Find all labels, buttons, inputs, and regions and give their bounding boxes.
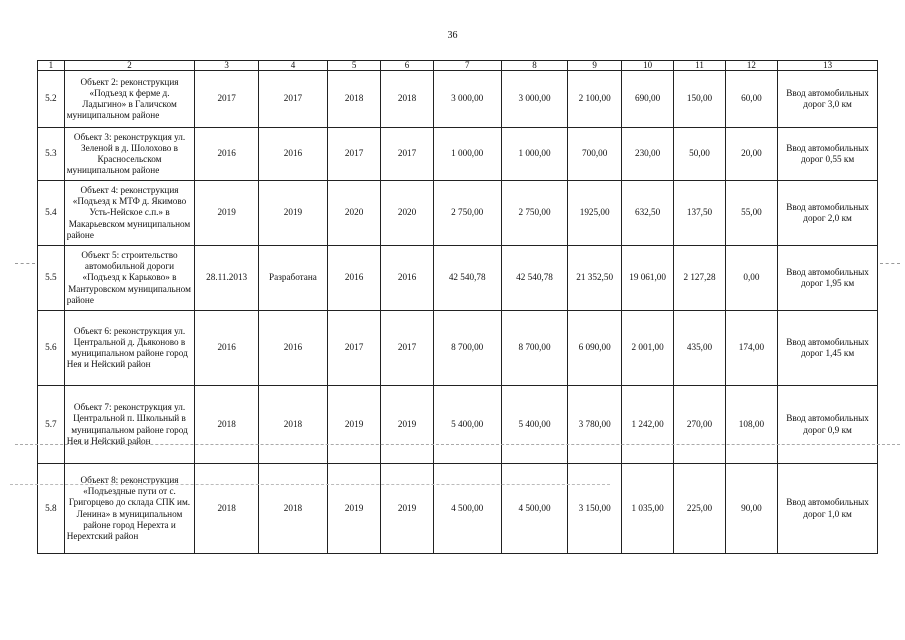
result-cell: Ввод автомобильных дорог 0,55 км xyxy=(778,128,878,181)
cell: 2016 xyxy=(259,311,328,386)
cell: 150,00 xyxy=(674,71,725,128)
result-cell: Ввод автомобильных дорог 0,9 км xyxy=(778,386,878,464)
cell: 3 000,00 xyxy=(433,71,501,128)
cell: 2018 xyxy=(259,386,328,464)
scan-artifact-line xyxy=(880,263,900,264)
cell: 2020 xyxy=(327,181,380,246)
column-header: 3 xyxy=(195,61,259,71)
object-name: Объект 7: реконструкция ул. Центральной п. Школьный в муниципальном районе город Нея и Нейский район xyxy=(64,386,195,464)
cell: 2017 xyxy=(195,71,259,128)
cell: 28.11.2013 xyxy=(195,246,259,311)
cell: 3 780,00 xyxy=(568,386,621,464)
cell: 8 700,00 xyxy=(433,311,501,386)
table-row xyxy=(38,246,878,311)
cell: 5 400,00 xyxy=(501,386,568,464)
cell: 270,00 xyxy=(674,386,725,464)
cell: 690,00 xyxy=(621,71,673,128)
object-name: Объект 2: реконструкция «Подъезд к ферме д. Ладыгино» в Галичском муниципальном районе xyxy=(64,71,195,128)
cell: 8 700,00 xyxy=(501,311,568,386)
table-row xyxy=(38,311,878,386)
cell: 2016 xyxy=(381,246,433,311)
cell: 2018 xyxy=(195,386,259,464)
column-header: 12 xyxy=(725,61,777,71)
cell: 21 352,50 xyxy=(568,246,621,311)
row-number: 5.8 xyxy=(38,464,65,554)
cell: 2019 xyxy=(381,386,433,464)
column-header: 2 xyxy=(64,61,195,71)
cell: 42 540,78 xyxy=(433,246,501,311)
cell: 137,50 xyxy=(674,181,725,246)
program-table xyxy=(37,60,878,554)
cell: 2019 xyxy=(195,181,259,246)
column-header: 8 xyxy=(501,61,568,71)
cell: 632,50 xyxy=(621,181,673,246)
cell: 2019 xyxy=(259,181,328,246)
cell: 2020 xyxy=(381,181,433,246)
cell: 1 242,00 xyxy=(621,386,673,464)
table-row xyxy=(38,386,878,464)
cell: 2017 xyxy=(381,311,433,386)
cell: 2016 xyxy=(259,128,328,181)
cell: 2016 xyxy=(195,128,259,181)
column-header: 11 xyxy=(674,61,725,71)
row-number: 5.6 xyxy=(38,311,65,386)
object-name: Объект 6: реконструкция ул. Центральной д. Дьяконово в муниципальном районе город Нея и Нейский район xyxy=(64,311,195,386)
cell: 2017 xyxy=(259,71,328,128)
scan-artifact-line xyxy=(10,484,610,485)
result-cell: Ввод автомобильных дорог 1,95 км xyxy=(778,246,878,311)
cell: 2 127,28 xyxy=(674,246,725,311)
cell: 1925,00 xyxy=(568,181,621,246)
result-cell: Ввод автомобильных дорог 2,0 км xyxy=(778,181,878,246)
cell: 2019 xyxy=(327,386,380,464)
cell: Разработана xyxy=(259,246,328,311)
cell: 225,00 xyxy=(674,464,725,554)
cell: 700,00 xyxy=(568,128,621,181)
cell: 4 500,00 xyxy=(433,464,501,554)
row-number: 5.4 xyxy=(38,181,65,246)
cell: 2016 xyxy=(327,246,380,311)
cell: 435,00 xyxy=(674,311,725,386)
cell: 2017 xyxy=(381,128,433,181)
cell: 108,00 xyxy=(725,386,777,464)
scan-artifact-line xyxy=(15,263,35,264)
table-row xyxy=(38,181,878,246)
scan-artifact-line xyxy=(15,444,900,445)
cell: 2018 xyxy=(195,464,259,554)
cell: 4 500,00 xyxy=(501,464,568,554)
row-number: 5.5 xyxy=(38,246,65,311)
cell: 2019 xyxy=(327,464,380,554)
table-row xyxy=(38,71,878,128)
result-cell: Ввод автомобильных дорог 1,45 км xyxy=(778,311,878,386)
cell: 2017 xyxy=(327,128,380,181)
cell: 1 000,00 xyxy=(433,128,501,181)
table-row xyxy=(38,128,878,181)
cell: 20,00 xyxy=(725,128,777,181)
column-header: 5 xyxy=(327,61,380,71)
result-cell: Ввод автомобильных дорог 1,0 км xyxy=(778,464,878,554)
cell: 2 001,00 xyxy=(621,311,673,386)
cell: 19 061,00 xyxy=(621,246,673,311)
column-header: 1 xyxy=(38,61,65,71)
cell: 174,00 xyxy=(725,311,777,386)
page-number: 36 xyxy=(447,30,458,41)
object-name: Объект 3: реконструкция ул. Зеленой в д. Шолохово в Красносельском муниципальном районе xyxy=(64,128,195,181)
cell: 2 750,00 xyxy=(433,181,501,246)
column-header: 13 xyxy=(778,61,878,71)
column-header: 4 xyxy=(259,61,328,71)
cell: 2 750,00 xyxy=(501,181,568,246)
row-number: 5.7 xyxy=(38,386,65,464)
column-header: 6 xyxy=(381,61,433,71)
object-name: Объект 8: реконструкция «Подъездные пути от с. Григорцево до склада СПК им. Ленина» в муниципальном районе город Нерехта и Нерехтский район xyxy=(64,464,195,554)
cell: 2016 xyxy=(195,311,259,386)
cell: 3 000,00 xyxy=(501,71,568,128)
cell: 2018 xyxy=(327,71,380,128)
cell: 2 100,00 xyxy=(568,71,621,128)
cell: 50,00 xyxy=(674,128,725,181)
cell: 55,00 xyxy=(725,181,777,246)
object-name: Объект 5: строительство автомобильной дороги «Подъезд к Карьково» в Мантуровском муниципальном районе xyxy=(64,246,195,311)
column-header: 10 xyxy=(621,61,673,71)
cell: 90,00 xyxy=(725,464,777,554)
cell: 2017 xyxy=(327,311,380,386)
table-row xyxy=(38,464,878,554)
column-header: 7 xyxy=(433,61,501,71)
cell: 2019 xyxy=(381,464,433,554)
cell: 5 400,00 xyxy=(433,386,501,464)
column-number-row xyxy=(38,61,878,71)
row-number: 5.3 xyxy=(38,128,65,181)
cell: 2018 xyxy=(259,464,328,554)
result-cell: Ввод автомобильных дорог 3,0 км xyxy=(778,71,878,128)
cell: 0,00 xyxy=(725,246,777,311)
cell: 230,00 xyxy=(621,128,673,181)
cell: 2018 xyxy=(381,71,433,128)
column-header: 9 xyxy=(568,61,621,71)
cell: 1 035,00 xyxy=(621,464,673,554)
object-name: Объект 4: реконструкция «Подъезд к МТФ д. Якимово Усть-Нейское с.п.» в Макарьевском муниципальном районе xyxy=(64,181,195,246)
cell: 3 150,00 xyxy=(568,464,621,554)
cell: 60,00 xyxy=(725,71,777,128)
cell: 6 090,00 xyxy=(568,311,621,386)
cell: 42 540,78 xyxy=(501,246,568,311)
row-number: 5.2 xyxy=(38,71,65,128)
cell: 1 000,00 xyxy=(501,128,568,181)
